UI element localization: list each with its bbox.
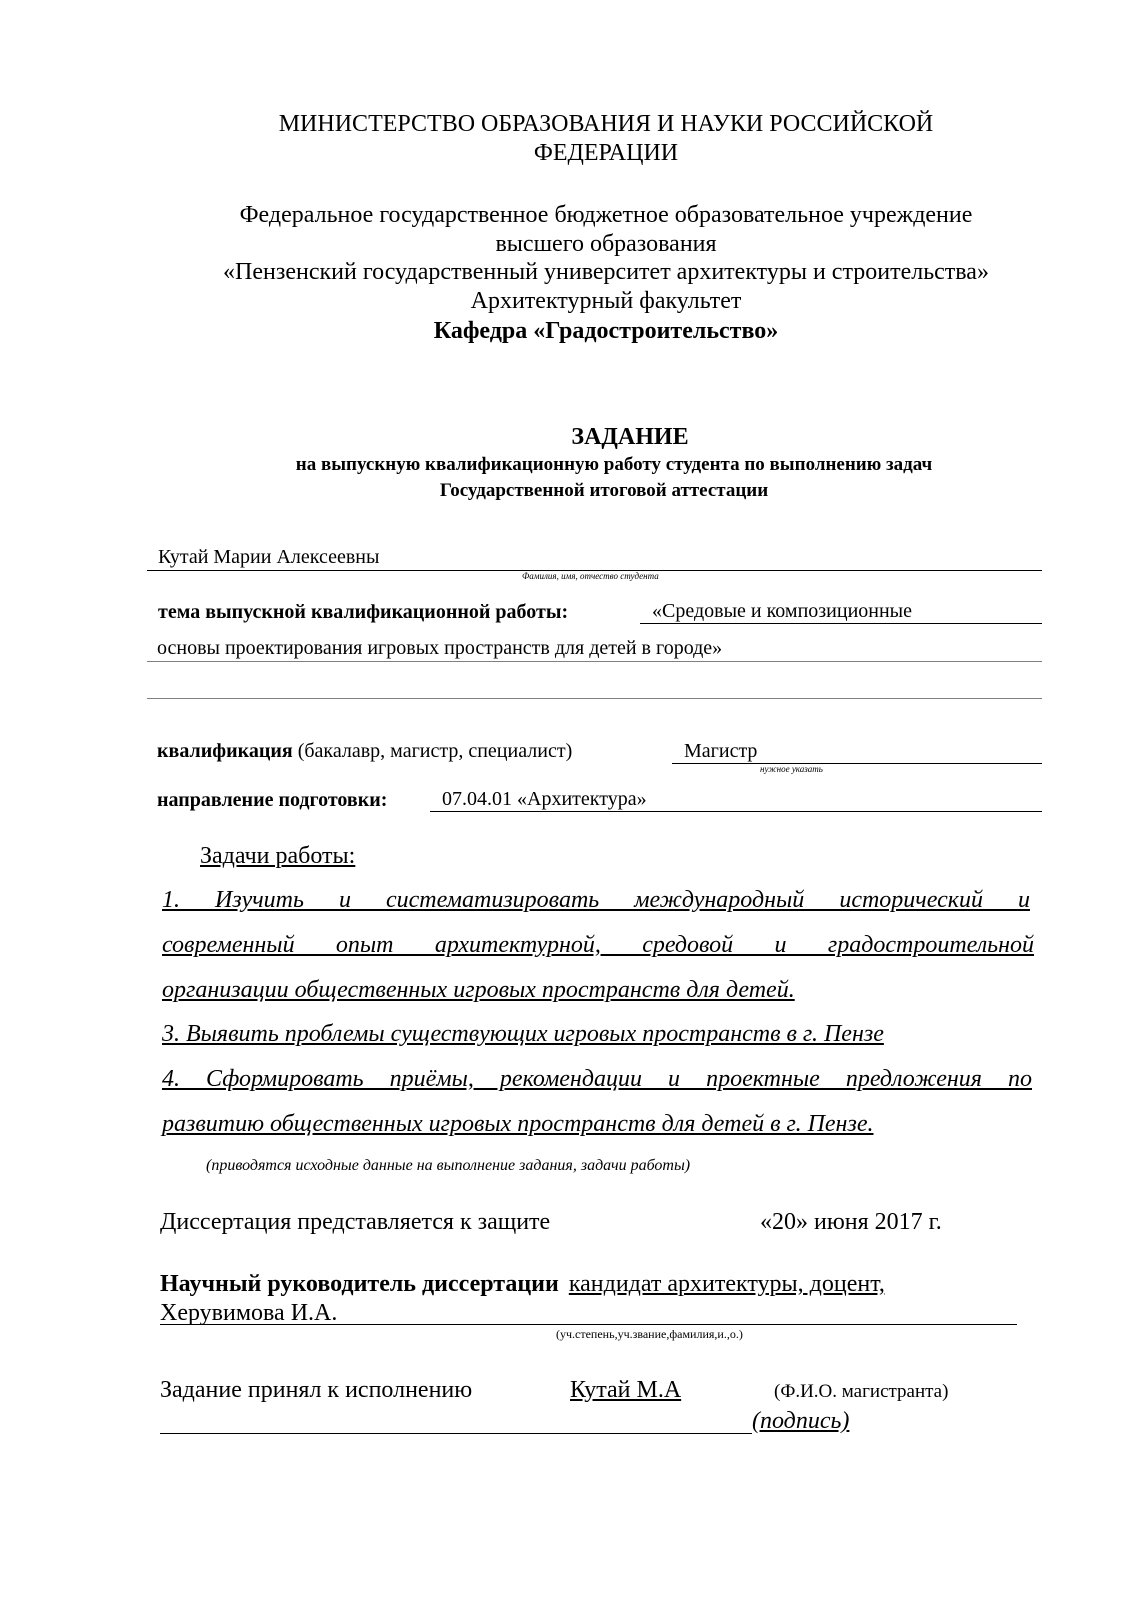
task-1-line-2: современный опыт архитектурной, средовой и градостроительной	[162, 932, 1034, 958]
department-name: Кафедра «Градостроительство»	[433, 318, 779, 344]
topic-label: тема выпускной квалификационной работы:	[158, 601, 569, 623]
topic-value-line-2: основы проектирования игровых пространств для детей в городе»	[157, 637, 723, 659]
document-heading: ЗАДАНИЕ	[571, 424, 689, 450]
task-4-line-2	[162, 1111, 1000, 1138]
task-4-line-1: 4. Сформировать приёмы, рекомендации и проектные предложения по	[162, 1066, 1032, 1092]
signature-caption: (подпись)	[752, 1408, 850, 1434]
ministry-line-2: ФЕДЕРАЦИИ	[533, 140, 679, 166]
tasks-heading: Задачи работы:	[200, 843, 356, 869]
supervisor-line	[160, 1324, 1017, 1325]
tasks-note: (приводятся исходные данные на выполнение задания, задачи работы)	[206, 1157, 691, 1174]
supervisor-row	[160, 1271, 885, 1298]
supervisor-value-line-1	[559, 1271, 885, 1297]
task-3-text: 3. Выявить проблемы существующих игровых пространств в г. Пензе	[162, 1021, 884, 1047]
accepted-student-name: Кутай М.А	[570, 1377, 682, 1403]
defense-date: «20» июня 2017 г.	[760, 1209, 942, 1235]
topic-line-3	[147, 698, 1042, 699]
qualification-caption: нужное указать	[760, 764, 823, 774]
task-1-line-3	[162, 977, 990, 1004]
institution-line-2: высшего образования	[495, 231, 717, 257]
university-name: «Пензенский государственный университет архитектуры и строительства»	[223, 259, 989, 285]
task-4-line-2-text: развитию общественных игровых пространств для детей в г. Пензе.	[162, 1111, 874, 1137]
accepted-name-caption: (Ф.И.О. магистранта)	[774, 1381, 949, 1402]
student-name-caption: Фамилия, имя, отчество студента	[522, 571, 659, 581]
supervisor-value-line-2: Херувимова И.А.	[160, 1300, 338, 1326]
supervisor-caption: (уч.степень,уч.звание,фамилия,и.,о.)	[556, 1327, 743, 1341]
signature-line	[160, 1433, 752, 1434]
faculty-name: Архитектурный факультет	[470, 288, 742, 314]
institution-line-1: Федеральное государственное бюджетное образовательное учреждение	[239, 202, 973, 228]
supervisor-degree: кандидат архитектуры, доцент,	[568, 1271, 885, 1297]
supervisor-label: Научный руководитель диссертации	[160, 1271, 559, 1297]
qualification-line	[672, 763, 1042, 764]
qualification-options: (бакалавр, магистр, специалист)	[297, 740, 573, 762]
qualification-label: квалификация	[157, 740, 293, 762]
qualification-value: Магистр	[684, 740, 758, 762]
document-subtitle-line-1: на выпускную квалификационную работу студента по выполнению задач	[295, 454, 933, 475]
qualification-row	[157, 740, 572, 763]
defense-label: Диссертация представляется к защите	[160, 1209, 551, 1235]
topic-value-line-1: «Средовые и композиционные	[652, 600, 912, 622]
direction-line	[430, 811, 1042, 812]
task-1-line-1: 1. Изучить и систематизировать международный исторический и	[162, 887, 1030, 913]
ministry-line-1: МИНИСТЕРСТВО ОБРАЗОВАНИЯ И НАУКИ РОССИЙСКОЙ	[278, 111, 934, 137]
accepted-label: Задание принял к исполнению	[160, 1377, 473, 1403]
student-name: Кутай Марии Алексеевны	[158, 546, 380, 568]
direction-value: 07.04.01 «Архитектура»	[442, 788, 647, 810]
topic-line-1	[640, 623, 1042, 624]
task-3	[162, 1021, 1000, 1048]
task-1-line-3-text: организации общественных игровых пространств для детей.	[162, 977, 795, 1003]
topic-line-2	[147, 661, 1042, 662]
direction-label: направление подготовки:	[157, 789, 388, 811]
document-subtitle-line-2: Государственной итоговой аттестации	[439, 480, 769, 501]
